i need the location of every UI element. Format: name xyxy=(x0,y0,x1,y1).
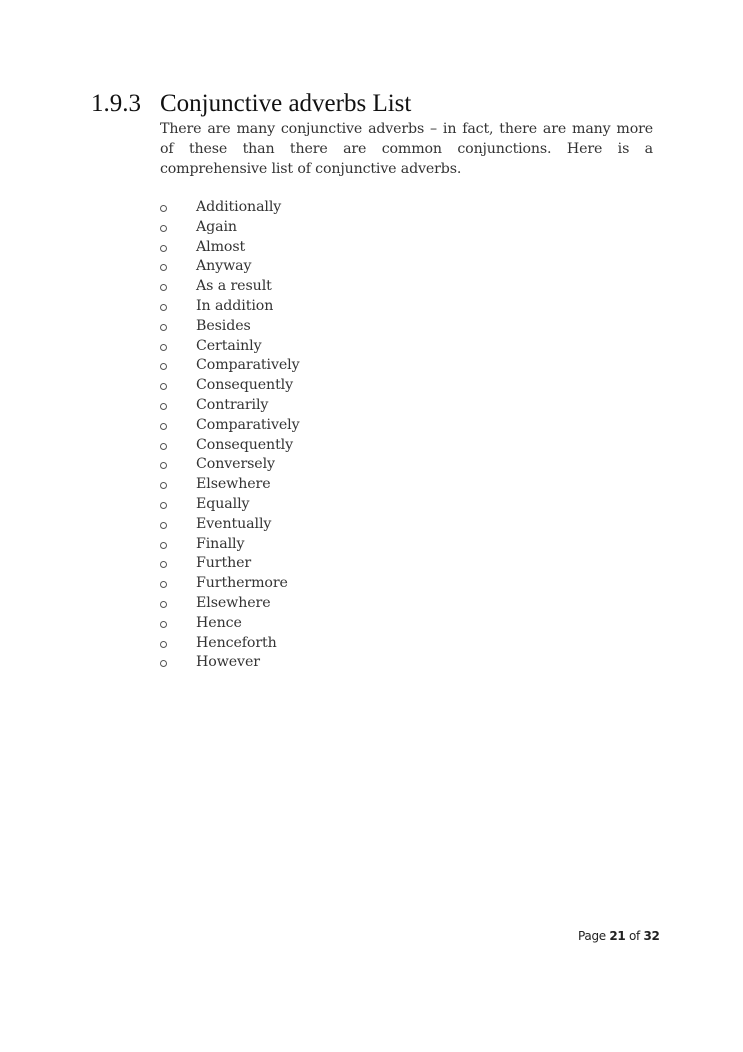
hollow-circle-bullet-icon xyxy=(160,502,167,509)
hollow-circle-bullet-icon xyxy=(160,581,167,588)
hollow-circle-bullet-icon xyxy=(160,443,167,450)
hollow-circle-bullet-icon xyxy=(160,363,167,370)
hollow-circle-bullet-icon xyxy=(160,205,167,212)
hollow-circle-bullet-icon xyxy=(160,383,167,390)
hollow-circle-bullet-icon xyxy=(160,621,167,628)
hollow-circle-bullet-icon xyxy=(160,423,167,430)
section-title: Conjunctive adverbs List xyxy=(160,90,412,117)
section-number: 1.9.3 xyxy=(91,90,141,117)
hollow-circle-bullet-icon xyxy=(160,304,167,311)
hollow-circle-bullet-icon xyxy=(160,542,167,549)
hollow-circle-bullet-icon xyxy=(160,324,167,331)
hollow-circle-bullet-icon xyxy=(160,403,167,410)
current-page-number: 21 xyxy=(609,929,626,943)
page-label: Page xyxy=(578,929,606,943)
hollow-circle-bullet-icon xyxy=(160,245,167,252)
section-heading xyxy=(91,88,411,120)
intro-paragraph: There are many conjunctive adverbs – in fact, there are many more of these than there are common conjunctions. Here is a comprehensive list of conjunctive adverbs. xyxy=(160,121,653,177)
hollow-circle-bullet-icon xyxy=(160,462,167,469)
hollow-circle-bullet-icon xyxy=(160,284,167,291)
hollow-circle-bullet-icon xyxy=(160,601,167,608)
hollow-circle-bullet-icon xyxy=(160,344,167,351)
hollow-circle-bullet-icon xyxy=(160,522,167,529)
hollow-circle-bullet-icon xyxy=(160,264,167,271)
page-footer xyxy=(578,928,660,944)
hollow-circle-bullet-icon xyxy=(160,660,167,667)
total-pages-number: 32 xyxy=(643,929,660,943)
hollow-circle-bullet-icon xyxy=(160,561,167,568)
hollow-circle-bullet-icon xyxy=(160,482,167,489)
of-label: of xyxy=(629,929,640,943)
hollow-circle-bullet-icon xyxy=(160,225,167,232)
hollow-circle-bullet-icon xyxy=(160,641,167,648)
